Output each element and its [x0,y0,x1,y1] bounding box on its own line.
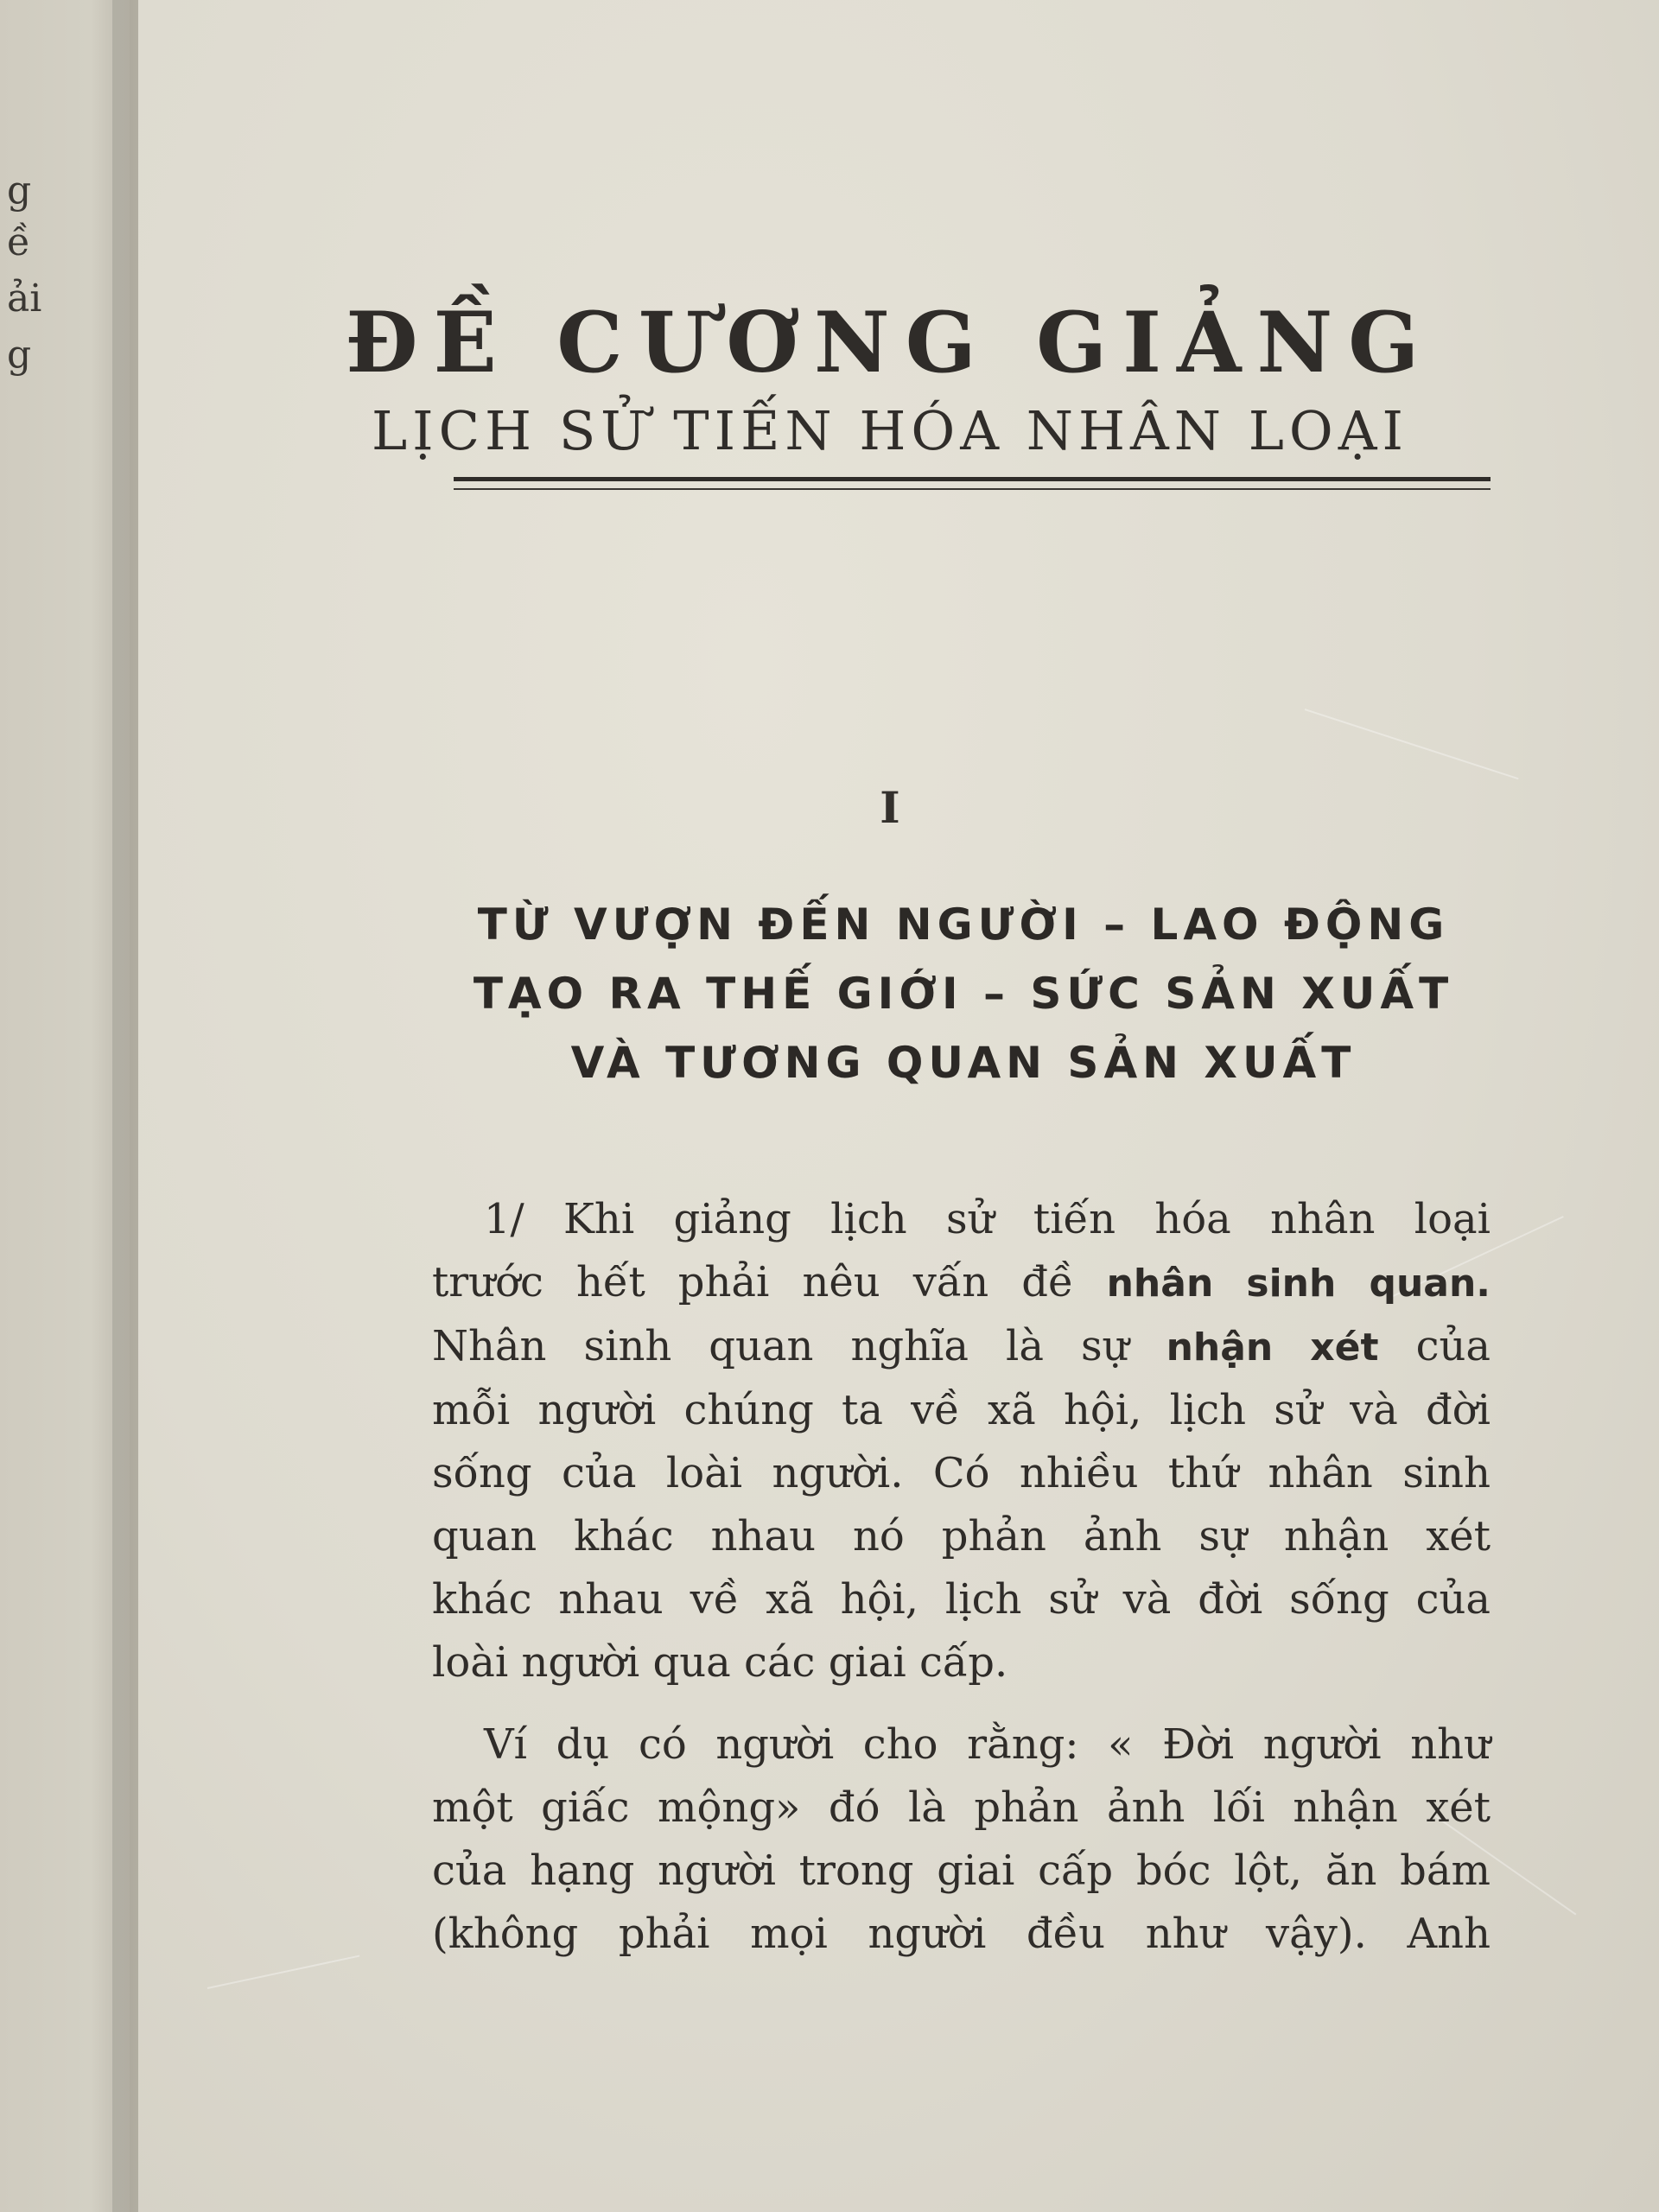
section-heading [436,890,1491,1097]
body-text [432,1188,1491,1966]
title-rule-thick [454,477,1491,481]
emphasis-nhan-xet: nhận xét [1166,1325,1379,1370]
paragraph [432,1188,1491,1694]
text-line: loài người qua các giai cấp. [432,1638,1008,1687]
page-title: ĐỀ CƯƠNG GIẢNG [345,294,1435,391]
paper-fiber [207,1955,359,1989]
section-heading-line: VÀ TƯƠNG QUAN SẢN XUẤT [570,1038,1357,1088]
section-heading-line: TẠO RA THẾ GIỚI – SỨC SẢN XUẤT [473,969,1454,1019]
text-run: trước hết phải nêu vấn đề [432,1258,1107,1306]
text-line: mỗi người chúng ta về xã hội, lịch sử và đời [432,1386,1491,1434]
page-subtitle: LỊCH SỬ TIẾN HÓA NHÂN LOẠI [371,399,1409,462]
text-line: Ví dụ có người cho rằng: « Đời người như [484,1720,1491,1769]
book-page [138,0,1659,2212]
text-line: sống của loài người. Có nhiều thứ nhân sinh [432,1449,1491,1497]
facing-page-fragment: ề [7,220,31,264]
paper-fiber [1305,709,1519,779]
emphasis-nhan-sinh-quan: nhân sinh quan. [1106,1262,1491,1306]
title-rule-thin [454,488,1491,490]
section-numeral: I [880,782,900,833]
text-line: khác nhau về xã hội, lịch sử và đời sống của [432,1575,1491,1624]
facing-page-fragment: g [7,168,32,213]
paragraph [432,1713,1491,1966]
section-heading-line: TỪ VƯỢN ĐẾN NGƯỜI – LAO ĐỘNG [477,899,1450,950]
text-line [432,1315,1491,1379]
facing-page-fragment: g [7,333,32,377]
text-line [432,1251,1491,1315]
text-run: của [1378,1322,1491,1370]
facing-page-fragment: ải [7,276,42,321]
text-run: Nhân sinh quan nghĩa là sự [432,1322,1166,1370]
facing-page-edge [0,0,130,2212]
text-line: một giấc mộng» đó là phản ảnh lối nhận xét [432,1783,1491,1832]
text-line: 1/ Khi giảng lịch sử tiến hóa nhân loại [484,1195,1491,1243]
text-line: quan khác nhau nó phản ảnh sự nhận xét [432,1512,1491,1560]
text-line: (không phải mọi người đều như vậy). Anh [432,1910,1491,1958]
text-line: của hạng người trong giai cấp bóc lột, ăn bám [432,1847,1491,1895]
